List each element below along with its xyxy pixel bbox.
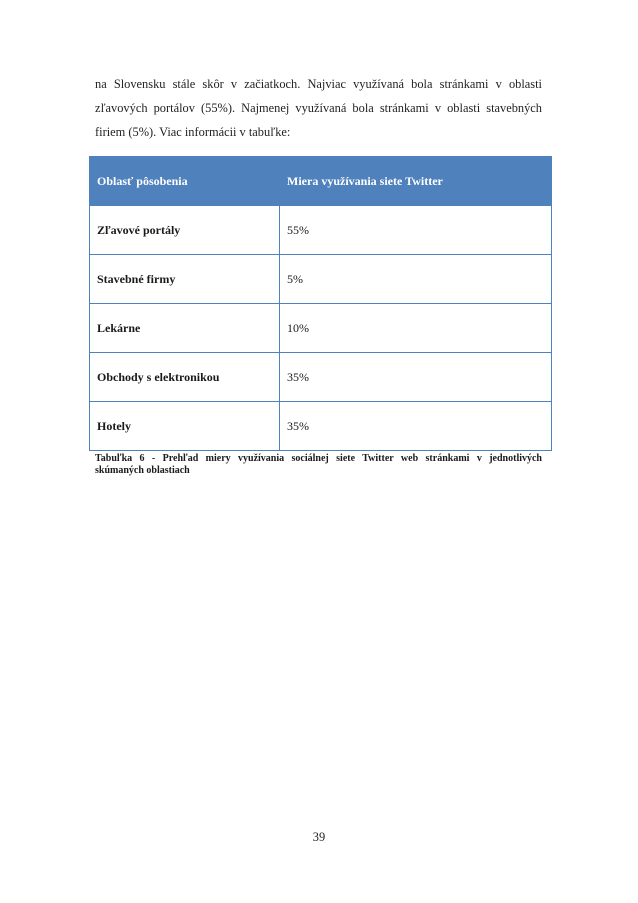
row-usage: 35% (280, 353, 552, 402)
intro-line: na Slovensku stále skôr v začiatkoch. Najviac využívaná bola stránkami v oblasti (95, 77, 542, 91)
table-row (90, 304, 552, 353)
table-row (90, 206, 552, 255)
table-header-row (90, 157, 552, 206)
header-usage: Miera využívania siete Twitter (280, 157, 552, 206)
row-usage: 35% (280, 402, 552, 451)
header-area: Oblasť pôsobenia (90, 157, 280, 206)
caption-line: Tabuľka 6 - Prehľad miery využívania sociálnej siete Twitter web stránkami v jednotlivých (95, 453, 542, 464)
row-usage: 55% (280, 206, 552, 255)
intro-line: zľavových portálov (55%). Najmenej využívaná bola stránkami v oblasti stavebných (95, 101, 542, 115)
row-area: Stavebné firmy (90, 255, 280, 304)
table-row (90, 353, 552, 402)
row-area: Zľavové portály (90, 206, 280, 255)
row-area: Obchody s elektronikou (90, 353, 280, 402)
twitter-usage-table (89, 156, 552, 451)
row-usage: 5% (280, 255, 552, 304)
table-row (90, 402, 552, 451)
page-number: 39 (312, 830, 326, 844)
row-area: Lekárne (90, 304, 280, 353)
table-row (90, 255, 552, 304)
intro-paragraph (95, 72, 542, 144)
row-area: Hotely (90, 402, 280, 451)
row-usage: 10% (280, 304, 552, 353)
caption-line: skúmaných oblastiach (95, 465, 190, 476)
table-caption (95, 453, 542, 477)
intro-line: firiem (5%). Viac informácii v tabuľke: (95, 125, 291, 139)
